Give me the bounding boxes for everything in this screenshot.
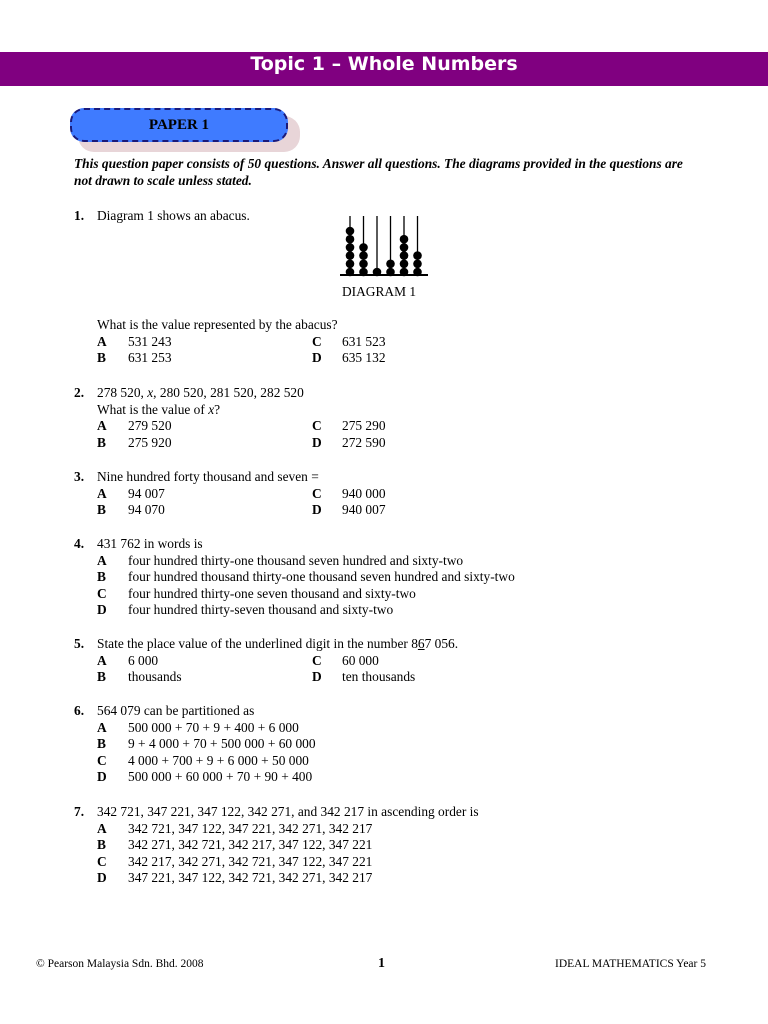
question-number: 5. [74, 636, 85, 651]
instructions: This question paper consists of 50 questions. Answer all questions. The diagrams provided in the questions are not drawn to scale unless stated. [74, 156, 683, 188]
option-letter: C [312, 652, 322, 668]
option-text: 500 000 + 70 + 9 + 400 + 6 000 [128, 719, 299, 735]
footer-page-number: 1 [378, 956, 385, 971]
option-text: 9 + 4 000 + 70 + 500 000 + 60 000 [128, 736, 316, 752]
option-text: 531 243 [128, 333, 172, 349]
option-text: four hundred thirty-one thousand seven hundred and sixty-two [128, 552, 464, 568]
question-number: 6. [74, 703, 85, 718]
option-text: 60 000 [342, 652, 379, 668]
option-letter: C [312, 418, 322, 434]
question-3 [74, 469, 714, 519]
option-letter: C [312, 485, 322, 501]
question-stem: What is the value represented by the abacus? [97, 317, 338, 332]
option-text: 279 520 [128, 418, 172, 434]
option-letter: D [312, 669, 322, 685]
option-letter: D [312, 502, 322, 518]
option-text: 342 271, 342 721, 342 217, 347 122, 347 221 [128, 837, 373, 853]
abacus-bead [400, 260, 409, 269]
option-letter: B [97, 434, 106, 450]
option-text: 342 721, 347 122, 347 221, 342 271, 342 217 [128, 820, 373, 836]
abacus-bead [386, 260, 395, 269]
abacus-bead [346, 268, 355, 277]
option-text: four hundred thirty-one seven thousand and sixty-two [128, 585, 416, 601]
footer-copyright: © Pearson Malaysia Sdn. Bhd. 2008 [36, 958, 204, 970]
option-text: ten thousands [342, 669, 416, 685]
option-letter: C [312, 333, 322, 349]
option-letter: A [97, 485, 107, 501]
topic-title: Topic 1 – Whole Numbers [250, 53, 518, 75]
abacus-bead [359, 251, 368, 260]
option-text: 940 007 [342, 502, 386, 518]
option-letter: A [97, 418, 107, 434]
option-text: 275 920 [128, 434, 172, 450]
question-stem: 342 721, 347 221, 347 122, 342 271, and 342 217 in ascending order is [97, 804, 479, 819]
option-letter: A [97, 820, 107, 836]
option-letter: A [97, 719, 107, 735]
option-text: four hundred thousand thirty-one thousand seven hundred and sixty-two [128, 569, 515, 585]
abacus-bead [400, 243, 409, 252]
abacus-bead [400, 268, 409, 277]
option-letter: B [97, 669, 106, 685]
question-5 [74, 636, 714, 686]
option-text: 342 217, 342 271, 342 721, 347 122, 347 221 [128, 853, 373, 869]
option-letter: A [97, 333, 107, 349]
abacus-bead [359, 243, 368, 252]
option-text: 272 590 [342, 434, 386, 450]
question-stem: 431 762 in words is [97, 536, 203, 551]
diagram-label: DIAGRAM 1 [342, 284, 417, 299]
option-text: 275 290 [342, 418, 386, 434]
option-letter: C [97, 585, 107, 601]
option-letter: B [97, 736, 106, 752]
option-text: 94 007 [128, 485, 165, 501]
paper-badge [70, 108, 288, 142]
option-letter: C [97, 752, 107, 768]
option-text: four hundred thirty-seven thousand and sixty-two [128, 602, 394, 618]
abacus-bead [346, 243, 355, 252]
abacus-bead [413, 268, 422, 277]
option-letter: B [97, 350, 106, 366]
underlined-digit: 6 [417, 636, 425, 651]
option-text: 635 132 [342, 350, 386, 366]
option-letter: B [97, 837, 106, 853]
option-letter: A [97, 652, 107, 668]
question-number: 7. [74, 804, 85, 819]
abacus-bead [413, 251, 422, 260]
abacus-diagram [338, 214, 430, 278]
option-letter: B [97, 502, 106, 518]
abacus-bead [400, 235, 409, 244]
option-letter: D [97, 602, 107, 618]
option-text: thousands [128, 669, 182, 685]
option-letter: D [97, 769, 107, 785]
question-7 [74, 804, 714, 887]
abacus-bead [346, 251, 355, 260]
option-text: 940 000 [342, 485, 386, 501]
footer-book-title: IDEAL MATHEMATICS Year 5 [555, 958, 706, 970]
abacus-bead [359, 268, 368, 277]
question-stem: Diagram 1 shows an abacus. [97, 208, 250, 223]
question-stem: 564 079 can be partitioned as [97, 703, 255, 718]
option-letter: B [97, 569, 106, 585]
abacus-bead [346, 260, 355, 269]
paper-badge-label: PAPER 1 [148, 117, 210, 133]
question-number: 1. [74, 208, 85, 223]
question-number: 4. [74, 536, 85, 551]
option-letter: D [97, 870, 107, 886]
option-letter: A [97, 552, 107, 568]
option-text: 94 070 [128, 502, 165, 518]
question-6 [74, 703, 714, 786]
question-number: 2. [74, 385, 85, 400]
question-stem: State the place value of the underlined digit in the number 867 056. [97, 636, 459, 651]
option-text: 6 000 [128, 652, 159, 668]
topic-header [0, 52, 768, 86]
question-1-options [74, 317, 714, 367]
question-stem: 278 520, x, 280 520, 281 520, 282 520 [97, 385, 304, 400]
option-letter: D [312, 350, 322, 366]
option-text: 500 000 + 60 000 + 70 + 90 + 400 [128, 769, 313, 785]
abacus-bead [386, 268, 395, 277]
option-text: 631 253 [128, 350, 172, 366]
abacus-bead [373, 268, 382, 277]
option-letter: D [312, 434, 322, 450]
option-text: 347 221, 347 122, 342 721, 342 271, 342 217 [128, 870, 373, 886]
option-letter: C [97, 853, 107, 869]
question-stem: Nine hundred forty thousand and seven = [97, 469, 319, 484]
question-number: 3. [74, 469, 85, 484]
option-text: 631 523 [342, 333, 386, 349]
option-text: 4 000 + 700 + 9 + 6 000 + 50 000 [128, 752, 309, 768]
abacus-bead [346, 227, 355, 236]
question-2 [74, 385, 714, 451]
abacus-bead [413, 260, 422, 269]
question-stem: What is the value of x? [97, 401, 221, 417]
abacus-bead [359, 260, 368, 269]
question-4 [74, 536, 714, 619]
abacus-bead [400, 251, 409, 260]
abacus-bead [346, 235, 355, 244]
